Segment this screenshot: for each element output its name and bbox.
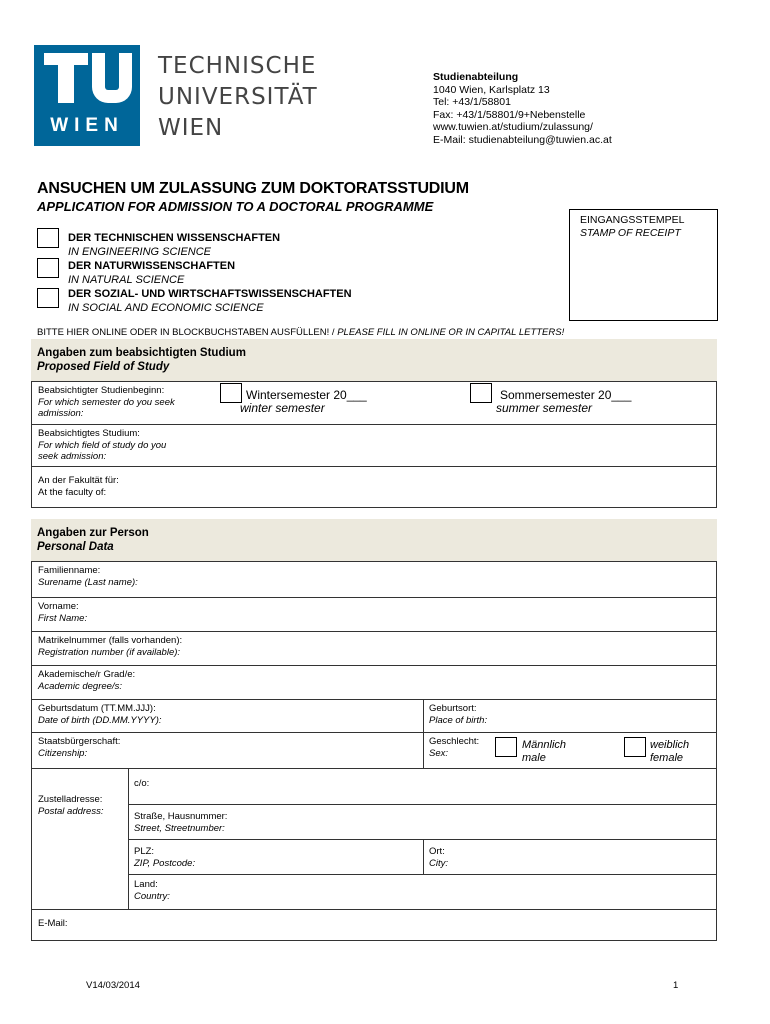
place-of-birth-field[interactable]: Geburtsort: Place of birth: [423, 699, 716, 732]
form-version: V14/03/2014 [86, 980, 140, 991]
sex-male-checkbox[interactable] [495, 737, 517, 757]
zip-city-divider [423, 839, 424, 874]
sex-male-label: Männlich male [522, 739, 567, 764]
sex-female-label: weiblich female [650, 739, 690, 764]
study-section-heading: Angaben zum beabsichtigten Studium Proposed Field of Study [31, 339, 717, 381]
person-table [31, 561, 717, 941]
office-email[interactable]: E-Mail: studienabteilung@tuwien.ac.at [433, 133, 612, 146]
date-of-birth-field[interactable]: Geburtsdatum (TT.MM.JJJ): Date of birth (DD.MM.YYYY): [32, 699, 423, 732]
logo-letter-t [44, 53, 88, 103]
address-divider [128, 768, 129, 909]
surname-field[interactable]: Familienname: Surename (Last name): [38, 565, 138, 588]
page-number: 1 [673, 980, 679, 991]
registration-number-field[interactable]: Matrikelnummer (falls vorhanden): Registration number (if available): [32, 631, 716, 665]
country-field[interactable]: Land: Country: [128, 874, 716, 909]
care-of-field[interactable]: c/o: [128, 768, 716, 804]
office-fax: Fax: +43/1/58801/9+Nebenstelle [433, 108, 586, 121]
university-name-line3: WIEN [158, 115, 224, 141]
email-field[interactable]: E-Mail: [32, 909, 716, 940]
column-divider [423, 699, 424, 768]
summer-semester-label: Sommersemester 20___ summer semester [496, 388, 632, 415]
form-subtitle: APPLICATION FOR ADMISSION TO A DOCTORAL PROGRAMME [37, 199, 434, 214]
sex-field: Geschlecht: Sex: [423, 732, 716, 768]
programme-natural-label: DER NATURWISSENSCHAFTEN IN NATURAL SCIENCE [68, 260, 236, 286]
programme-natural-checkbox[interactable] [37, 258, 59, 278]
office-address [433, 71, 612, 147]
zip-field[interactable]: PLZ: ZIP, Postcode: [128, 839, 423, 874]
first-name-field[interactable]: Vorname: First Name: [32, 597, 716, 631]
stamp-label-de: EINGANGSSTEMPEL [580, 214, 685, 226]
field-of-study-row[interactable]: Beabsichtigtes Studium: For which field of study do you seek admission: [32, 424, 716, 466]
sex-female-checkbox[interactable] [624, 737, 646, 757]
receipt-stamp-box [569, 209, 718, 321]
person-section-heading: Angaben zur Person Personal Data [31, 519, 717, 561]
winter-semester-checkbox[interactable] [220, 383, 242, 403]
faculty-row[interactable]: An der Fakultät für: At the faculty of: [32, 466, 716, 507]
office-street: 1040 Wien, Karlsplatz 13 [433, 83, 550, 96]
city-field[interactable]: Ort: City: [423, 839, 716, 874]
logo-letter-u [92, 53, 132, 103]
office-name: Studienabteilung [433, 71, 519, 83]
tu-wien-logo [34, 45, 140, 146]
office-tel: Tel: +43/1/58801 [433, 96, 511, 109]
programme-engineering-label: DER TECHNISCHEN WISSENSCHAFTEN IN ENGINEERING SCIENCE [68, 232, 281, 258]
academic-degree-field[interactable]: Akademische/r Grad/e: Academic degree/s: [32, 665, 716, 699]
programme-social-checkbox[interactable] [37, 288, 59, 308]
university-name [158, 51, 328, 144]
semester-row: Beabsichtigter Studienbeginn: For which semester do you seek admission: [38, 385, 175, 419]
citizenship-field[interactable]: Staatsbürgerschaft: Citizenship: [32, 732, 423, 768]
fill-in-instruction: BITTE HIER ONLINE ODER IN BLOCKBUCHSTABEN AUSFÜLLEN! / PLEASE FILL IN ONLINE OR IN CAPITAL LETTERS! [37, 327, 565, 338]
programme-social-label: DER SOZIAL- UND WIRTSCHAFTSWISSENSCHAFTEN IN SOCIAL AND ECONOMIC SCIENCE [68, 288, 352, 314]
stamp-label-en: STAMP OF RECEIPT [580, 227, 681, 239]
winter-semester-label: Wintersemester 20___ winter semester [240, 388, 367, 415]
logo-city: WIEN [50, 115, 124, 136]
summer-semester-checkbox[interactable] [470, 383, 492, 403]
postal-address-label: Zustelladresse: Postal address: [32, 768, 128, 909]
form-title: ANSUCHEN UM ZULASSUNG ZUM DOKTORATSSTUDIUM [37, 180, 469, 197]
office-web[interactable]: www.tuwien.at/studium/zulassung/ [433, 121, 593, 134]
university-name-line1: TECHNISCHE [158, 53, 317, 79]
university-name-line2: UNIVERSITÄT [158, 84, 318, 110]
programme-engineering-checkbox[interactable] [37, 228, 59, 248]
street-field[interactable]: Straße, Hausnummer: Street, Streetnumber: [128, 804, 716, 839]
